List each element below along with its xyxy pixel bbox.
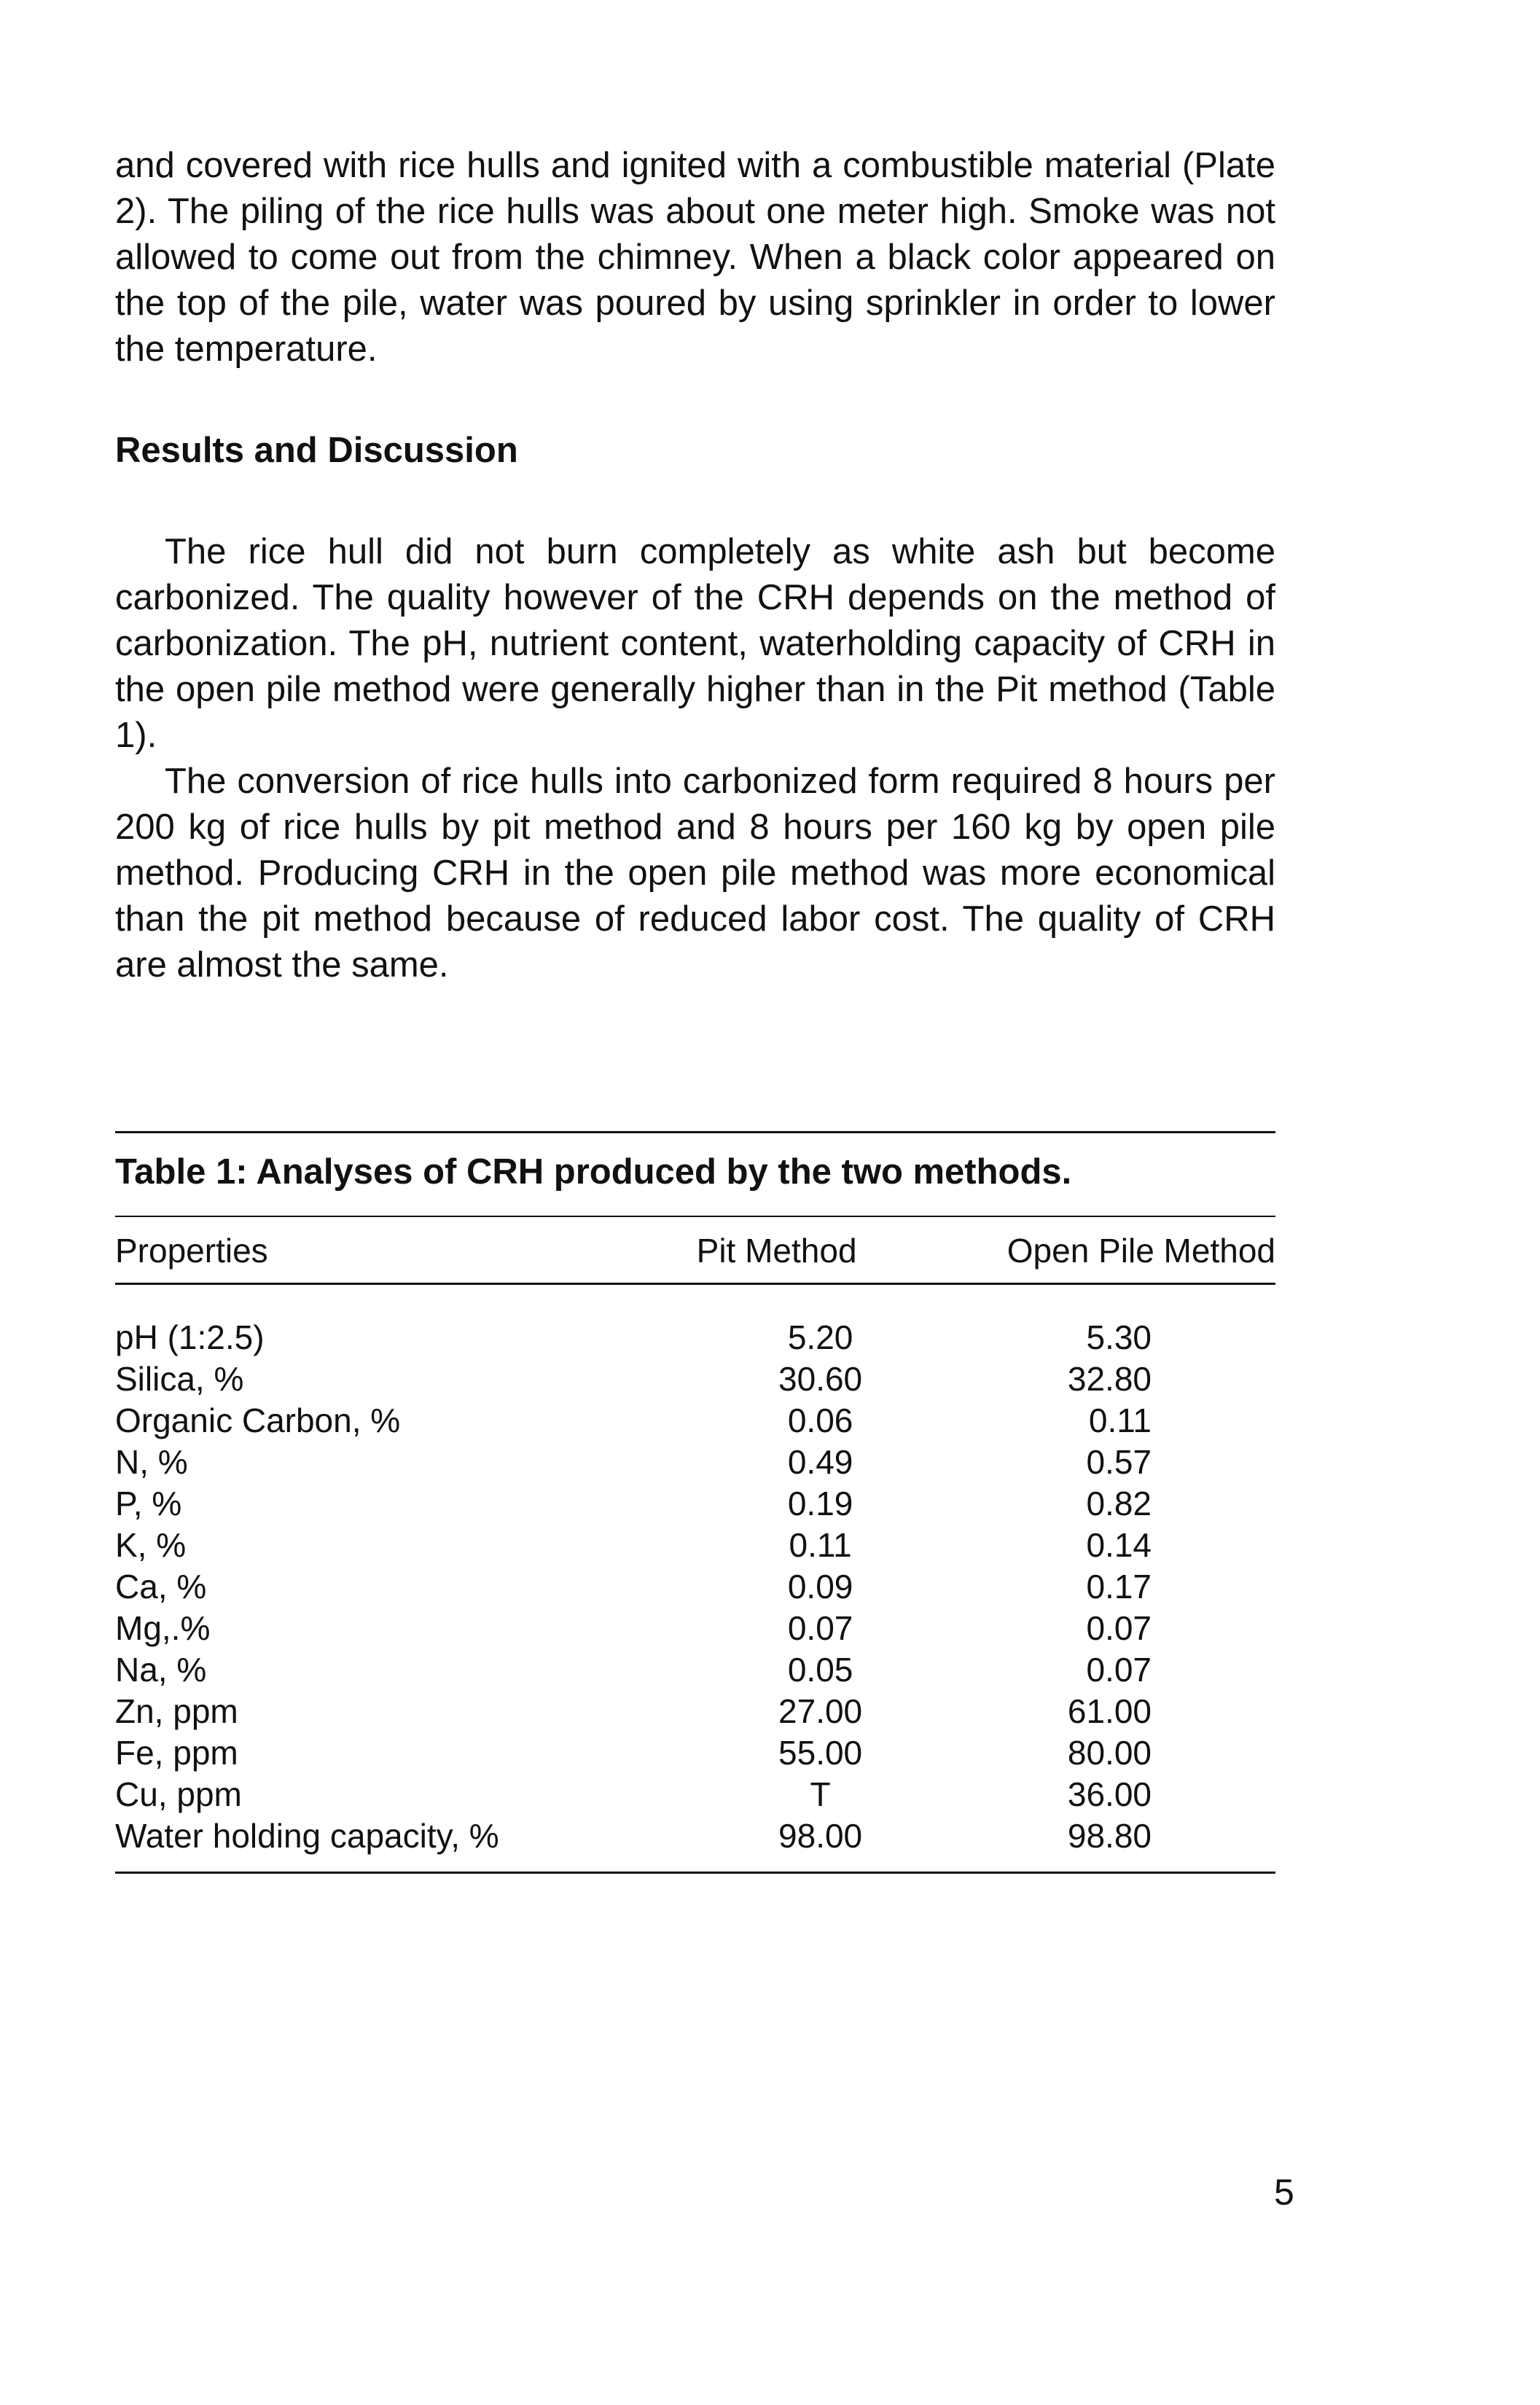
cell-open-pile-value: 0.57 xyxy=(1086,1443,1152,1481)
cell-property: Fe, ppm xyxy=(115,1734,238,1772)
cell-pit-value: 0.49 xyxy=(787,1443,853,1481)
cell-pit-value: 0.07 xyxy=(787,1609,853,1647)
table-row xyxy=(115,1691,1275,1732)
cell-pit-value: T xyxy=(810,1775,831,1813)
table-row xyxy=(115,1566,1275,1608)
header-properties: Properties xyxy=(115,1217,656,1284)
table-caption: Table 1: Analyses of CRH produced by the two methods. xyxy=(115,1152,1072,1192)
cell-open-pile-value: 0.07 xyxy=(1086,1651,1152,1689)
cell-property: P, % xyxy=(115,1485,182,1522)
table-bottom-rule xyxy=(115,1872,1275,1874)
results-paragraph-2: The conversion of rice hulls into carbonized form required 8 hours per 200 kg of rice hulls by pit method and 8 hours per 160 kg by open pile method. Producing CRH in the open pile method was more economical than the pit method because of reduced labor cost. The quality of CRH are almost the same. xyxy=(115,762,1275,985)
intro-paragraph: and covered with rice hulls and ignited with a combustible material (Plate 2). The piling of the rice hulls was about one meter high. Smoke was not allowed to come out from the chimney. When a black color appeared on the top of the pile, water was poured by using sprinkler in order to lower the temperature. xyxy=(115,146,1275,369)
cell-pit-value: 0.11 xyxy=(789,1526,852,1564)
header-pit-method: Pit Method xyxy=(656,1217,897,1284)
cell-property: K, % xyxy=(115,1526,187,1564)
table-row xyxy=(115,1525,1275,1566)
section-heading: Results and Discussion xyxy=(115,431,518,470)
table-row xyxy=(115,1358,1275,1400)
document-body xyxy=(115,143,1275,988)
cell-pit-value: 98.00 xyxy=(778,1817,863,1855)
analysis-table xyxy=(115,1217,1275,1872)
cell-property: Cu, ppm xyxy=(115,1775,242,1813)
table-row xyxy=(115,1774,1275,1815)
table-row xyxy=(115,1400,1275,1442)
cell-open-pile-value: 0.14 xyxy=(1086,1526,1152,1564)
cell-pit-value: 5.20 xyxy=(787,1318,853,1356)
cell-open-pile-value: 0.17 xyxy=(1086,1568,1152,1606)
cell-pit-value: 0.05 xyxy=(787,1651,853,1689)
table-top-rule xyxy=(115,1131,1275,1133)
results-paragraph-1: The rice hull did not burn completely as white ash but become carbonized. The quality however of the CRH depends on the method of carbonization. The pH, nutrient content, waterholding capacity of CRH in the open pile method were generally higher than in the Pit method (Table 1). xyxy=(115,532,1275,755)
cell-open-pile-value: 0.11 xyxy=(1088,1401,1152,1439)
cell-property: Zn, ppm xyxy=(115,1692,238,1730)
table-row xyxy=(115,1732,1275,1774)
cell-property: Organic Carbon, % xyxy=(115,1401,401,1439)
cell-property: Silica, % xyxy=(115,1360,244,1398)
cell-open-pile-value: 61.00 xyxy=(1067,1692,1152,1730)
cell-pit-value: 27.00 xyxy=(778,1692,863,1730)
cell-pit-value: 55.00 xyxy=(778,1734,863,1772)
table-row xyxy=(115,1483,1275,1525)
table-row xyxy=(115,1284,1275,1359)
cell-property: Water holding capacity, % xyxy=(115,1817,499,1855)
cell-open-pile-value: 5.30 xyxy=(1086,1318,1152,1356)
cell-pit-value: 0.19 xyxy=(787,1485,853,1522)
cell-pit-value: 0.06 xyxy=(787,1401,853,1439)
cell-property: Mg,.% xyxy=(115,1609,211,1647)
cell-property: N, % xyxy=(115,1443,188,1481)
cell-open-pile-value: 32.80 xyxy=(1067,1360,1152,1398)
table-header-row xyxy=(115,1217,1275,1284)
table-row xyxy=(115,1649,1275,1691)
page-number: 5 xyxy=(1274,2172,1294,2213)
cell-property: Ca, % xyxy=(115,1568,207,1606)
cell-property: Na, % xyxy=(115,1651,207,1689)
cell-pit-value: 30.60 xyxy=(778,1360,863,1398)
table-row xyxy=(115,1442,1275,1483)
table-row xyxy=(115,1815,1275,1872)
cell-open-pile-value: 80.00 xyxy=(1067,1734,1152,1772)
header-open-pile-method: Open Pile Method xyxy=(897,1217,1275,1284)
cell-open-pile-value: 98.80 xyxy=(1067,1817,1152,1855)
cell-open-pile-value: 0.07 xyxy=(1086,1609,1152,1647)
cell-open-pile-value: 0.82 xyxy=(1086,1485,1152,1522)
cell-property: pH (1:2.5) xyxy=(115,1318,265,1356)
table-row xyxy=(115,1608,1275,1649)
table-1 xyxy=(115,1131,1275,1874)
cell-open-pile-value: 36.00 xyxy=(1067,1775,1152,1813)
cell-pit-value: 0.09 xyxy=(787,1568,853,1606)
